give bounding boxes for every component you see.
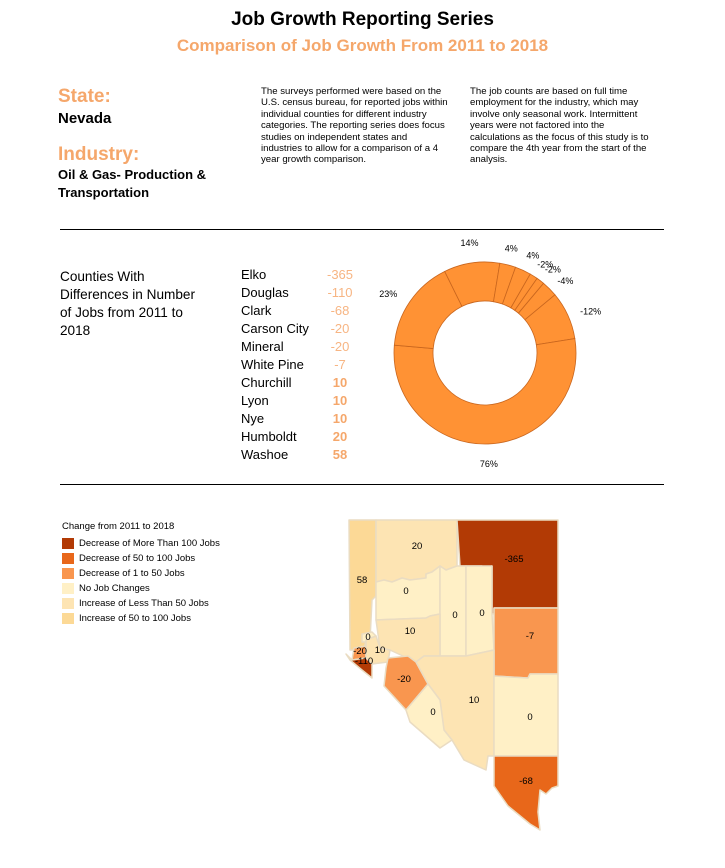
county-value: 10 (332, 411, 348, 426)
county-name: White Pine (241, 357, 304, 372)
county-name: Nye (241, 411, 265, 426)
legend-item (62, 597, 209, 610)
county-map-label: -20 (397, 674, 411, 685)
county-map-label: 0 (403, 586, 409, 597)
legend-swatch (62, 568, 74, 579)
county-map-label: 0 (430, 707, 436, 718)
county-map-label: 10 (374, 645, 386, 656)
county-value: 10 (332, 375, 348, 390)
county-clark (494, 756, 558, 830)
legend-swatch (62, 553, 74, 564)
county-value: -365 (326, 267, 354, 282)
legend-swatch (62, 538, 74, 549)
county-map-label: -68 (519, 776, 533, 787)
legend-title: Change from 2011 to 2018 (62, 521, 175, 532)
county-map-label: -110 (354, 656, 374, 667)
county-name: Douglas (241, 285, 289, 300)
legend-label: Increase of 50 to 100 Jobs (79, 613, 191, 624)
county-lincoln (494, 674, 558, 756)
legend-label: No Job Changes (79, 583, 150, 594)
counties-heading: Counties With Differences in Number of Jobs from 2011 to 2018 (60, 269, 195, 338)
county-map-label: 58 (356, 575, 368, 586)
industry-value-line1: Oil & Gas- Production & (58, 167, 207, 182)
donut-slice-label: -12% (580, 306, 602, 317)
county-value: 20 (332, 429, 348, 444)
county-map-label: 10 (468, 695, 480, 706)
state-label: State: (58, 86, 111, 107)
county-map-label: -20 (353, 646, 367, 657)
county-name: Washoe (241, 447, 289, 462)
county-name: Mineral (241, 339, 284, 354)
donut-slice-label: 4% (504, 243, 518, 254)
county-map-label: 0 (452, 610, 458, 621)
donut-slice-label: 4% (526, 250, 540, 261)
legend-label: Decrease of 50 to 100 Jobs (79, 553, 196, 564)
county-name: Churchill (241, 375, 292, 390)
info-paragraph-1: The surveys performed were based on the U.S. census bureau, for reported jobs within individual counties for different industry categories. The reporting series does focus studies on independent states and industries to allow for a comparison of a 4 year growth comparison. (261, 86, 448, 166)
legend-swatch (62, 583, 74, 594)
county-name: Elko (241, 267, 267, 282)
legend-label: Increase of Less Than 50 Jobs (79, 598, 209, 609)
donut-slice-label: 76% (479, 458, 498, 469)
legend-item (62, 567, 185, 580)
county-value: 10 (332, 393, 348, 408)
county-map-label: -7 (525, 631, 535, 642)
donut-slice (394, 339, 576, 444)
county-map-label: -365 (504, 554, 524, 565)
county-value: -7 (334, 357, 346, 372)
divider-bottom (60, 484, 664, 485)
map-legend (56, 517, 240, 625)
divider-top (60, 229, 664, 230)
county-value: -68 (330, 303, 350, 318)
legend-item (62, 537, 220, 550)
county-white-pine (494, 608, 558, 678)
county-map-label: 0 (365, 632, 371, 643)
county-map-label: 0 (527, 712, 533, 723)
industry-value-line2: Transportation (58, 185, 150, 200)
legend-item (62, 612, 191, 625)
county-value: -110 (327, 285, 353, 300)
state-value: Nevada (58, 110, 112, 127)
legend-swatch (62, 613, 74, 624)
county-name: Humboldt (241, 429, 297, 444)
county-value: 58 (332, 447, 348, 462)
legend-label: Decrease of 1 to 50 Jobs (79, 568, 185, 579)
donut-slice-label: 14% (460, 238, 479, 249)
legend-item (62, 582, 150, 595)
legend-item (62, 552, 195, 565)
page-subtitle: Comparison of Job Growth From 2011 to 2018 (176, 36, 549, 55)
page-title: Job Growth Reporting Series (231, 9, 494, 30)
nevada-county-map (340, 515, 570, 835)
donut-chart (379, 238, 602, 469)
county-name: Carson City (241, 321, 309, 336)
donut-slice-label: -2% (537, 259, 554, 270)
county-map-label: 10 (404, 626, 416, 637)
donut-slice-label: -4% (557, 275, 574, 286)
county-name: Clark (241, 303, 272, 318)
legend-swatch (62, 598, 74, 609)
county-map-label: 20 (411, 541, 423, 552)
county-value: -20 (330, 321, 350, 336)
county-value: -20 (330, 339, 350, 354)
donut-slice-label: 23% (379, 288, 398, 299)
county-map-label: 0 (479, 608, 485, 619)
legend-label: Decrease of More Than 100 Jobs (79, 538, 220, 549)
info-paragraph-2: The job counts are based on full time employment for the industry, which may involve only seasonal work. Intermittent years were not factored into the calculations as the focus of this study is to compare the 4th year from the start of the analysis. (470, 86, 649, 166)
industry-label: Industry: (58, 144, 140, 165)
county-name: Lyon (241, 393, 269, 408)
donut-slice-label: -2% (544, 264, 561, 275)
